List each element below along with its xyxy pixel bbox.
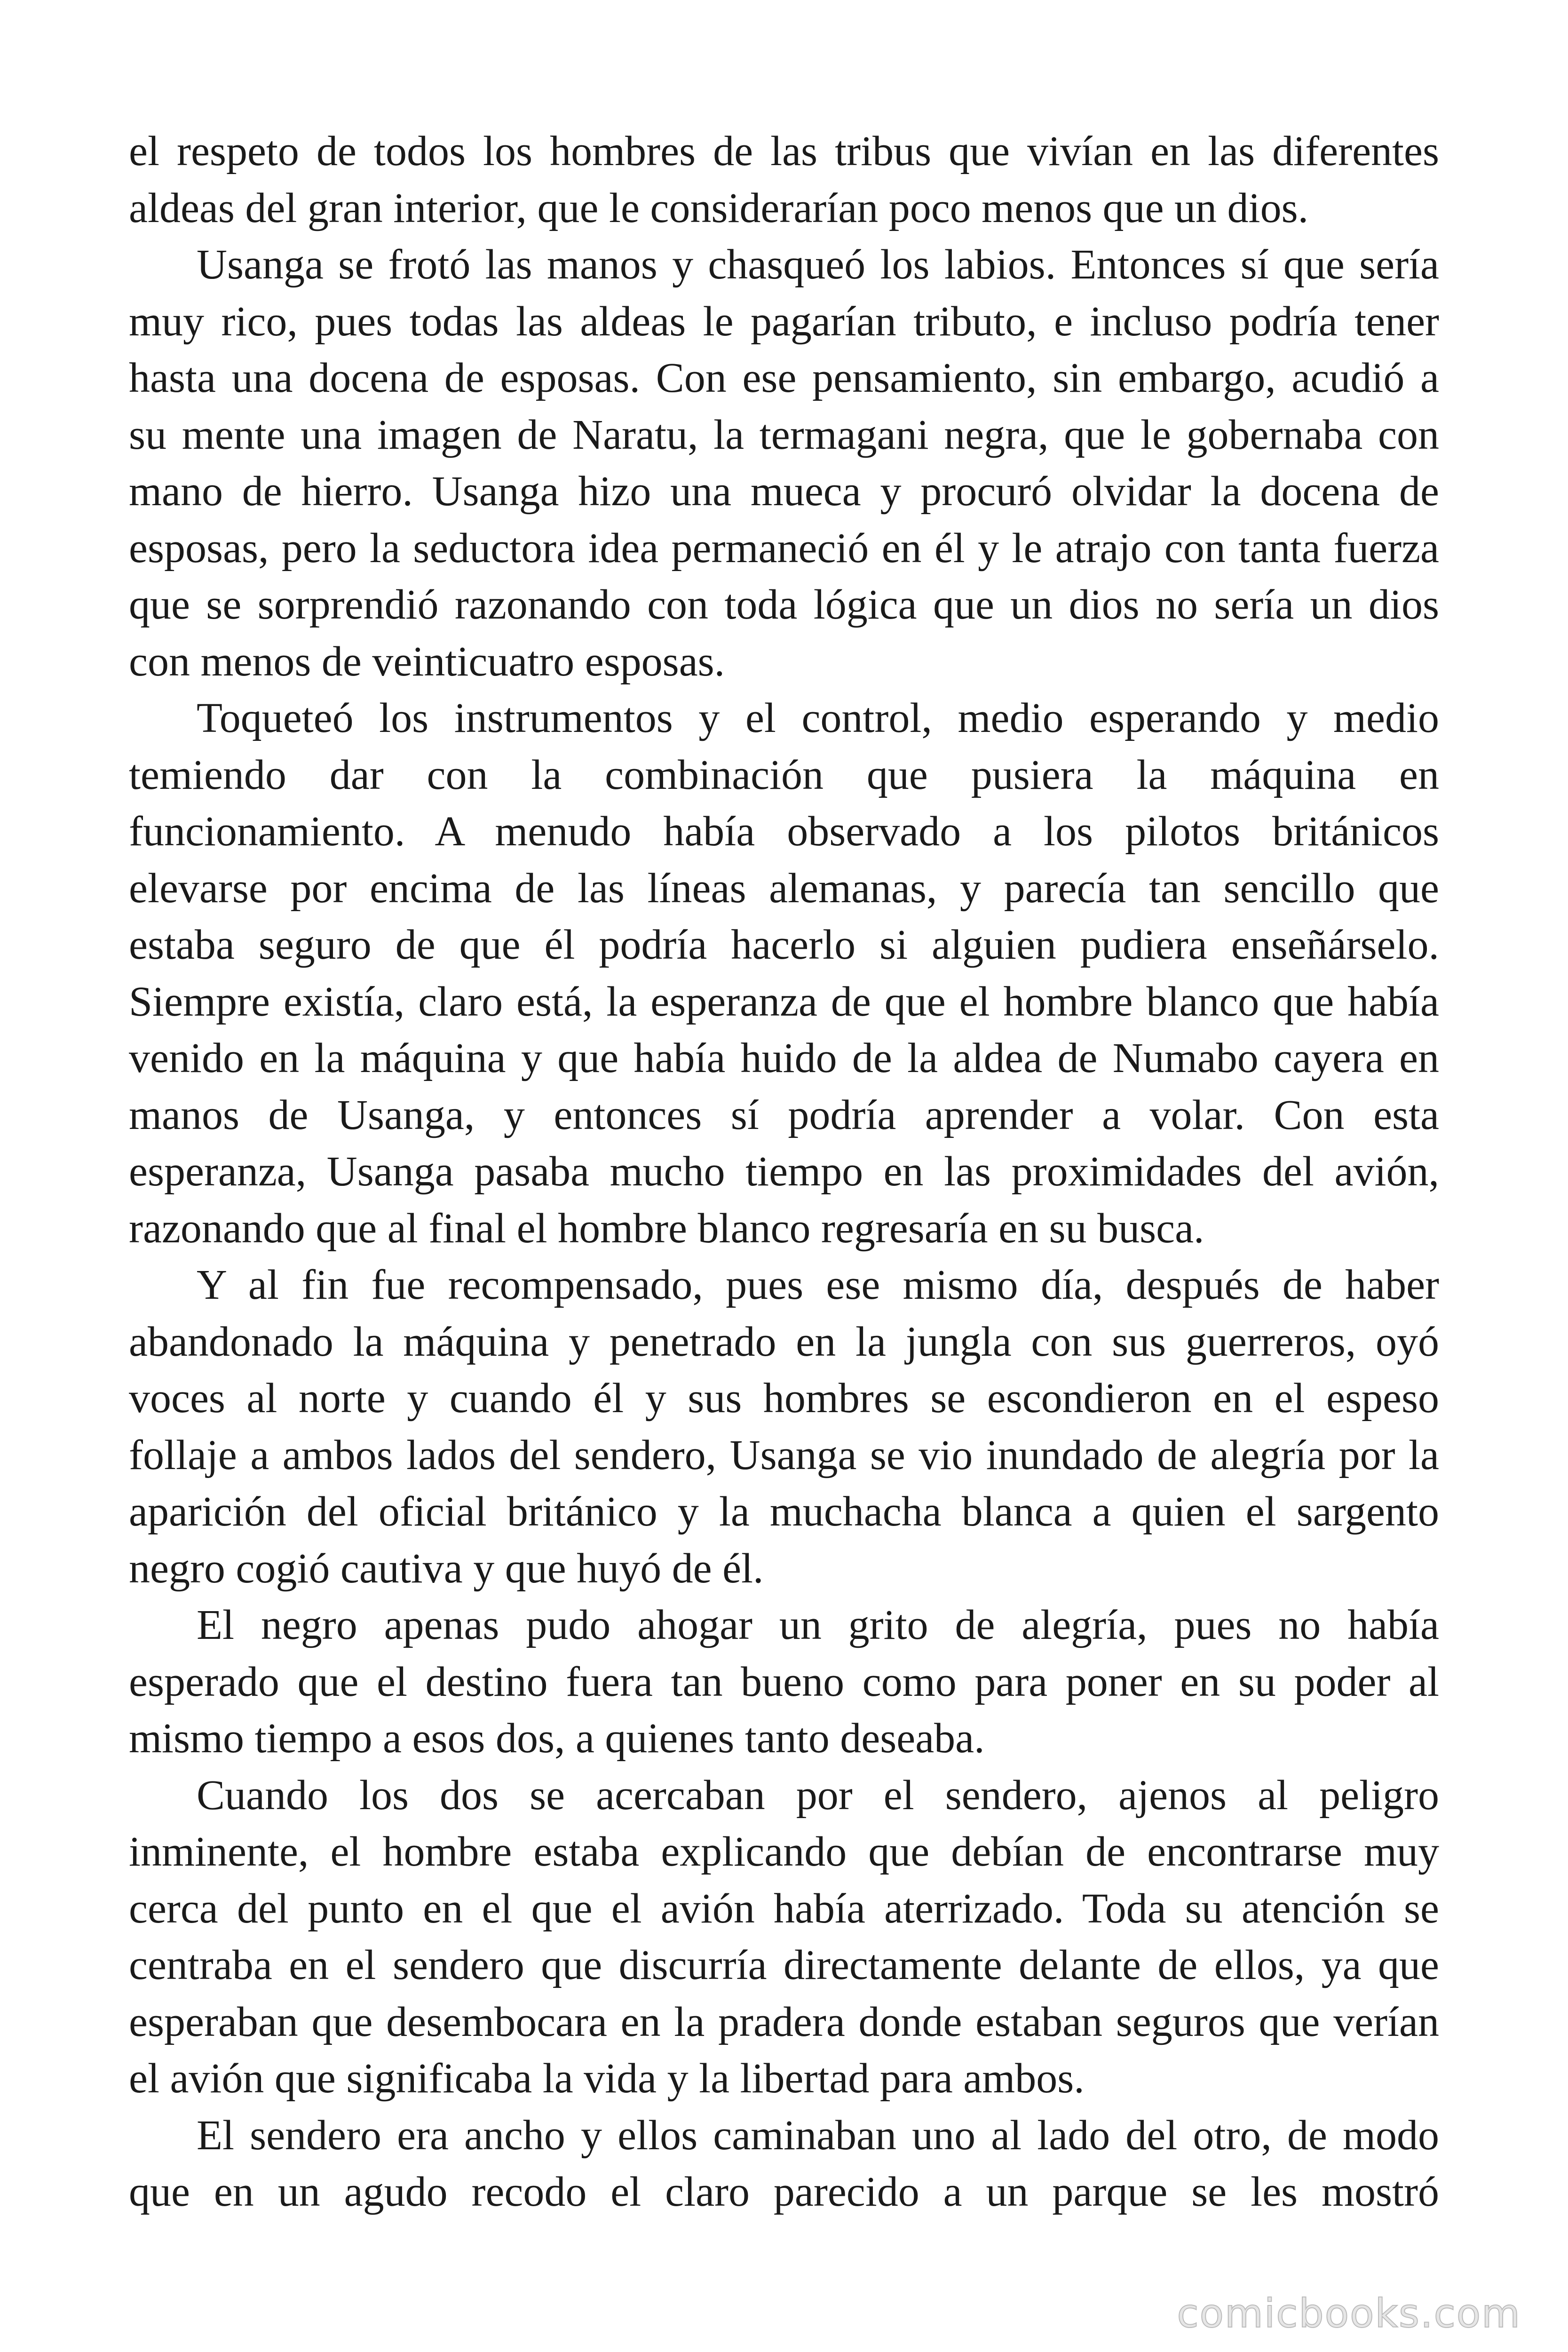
text-line: hasta una docena de esposas. Con ese pensamiento, sin embargo, acudió a [129,355,1439,401]
text-line: inminente, el hombre estaba explicando que debían de encontrarse muy [129,1828,1439,1875]
text-line: aldeas del gran interior, que le considerarían poco menos que un dios. [129,184,1309,231]
text-line: temiendo dar con la combinación que pusiera la máquina en [129,751,1439,798]
text-line: follaje a ambos lados del sendero, Usanga se vio inundado de alegría por la [129,1431,1439,1478]
text-line: abandonado la máquina y penetrado en la jungla con sus guerreros, oyó [129,1318,1439,1365]
text-line: que en un agudo recodo el claro parecido a un parque se les mostró [129,2169,1439,2215]
text-line: esperaban que desembocara en la pradera donde estaban seguros que verían [129,1998,1439,2045]
text-line: su mente una imagen de Naratu, la termagani negra, que le gobernaba con [129,411,1439,458]
text-line: venido en la máquina y que había huido de la aldea de Numabo cayera en [129,1035,1439,1081]
text-line: voces al norte y cuando él y sus hombres se escondieron en el espeso [129,1375,1439,1422]
text-line: el respeto de todos los hombres de las tribus que vivían en las diferentes [129,128,1439,175]
text-line: funcionamiento. A menudo había observado a los pilotos británicos [129,808,1439,855]
text-line: manos de Usanga, y entonces sí podría aprender a volar. Con esta [129,1091,1439,1138]
text-line: elevarse por encima de las líneas alemanas, y parecía tan sencillo que [129,865,1439,912]
text-line: esposas, pero la seductora idea permaneció en él y le atrajo con tanta fuerza [129,524,1439,572]
text-line: estaba seguro de que él podría hacerlo si alguien pudiera enseñárselo. [129,922,1439,968]
text-line: el avión que significaba la vida y la libertad para ambos. [129,2055,1085,2102]
text-line: negro cogió cautiva y que huyó de él. [129,1545,764,1592]
text-line: esperanza, Usanga pasaba mucho tiempo en las proximidades del avión, [129,1148,1439,1195]
text-line: con menos de veinticuatro esposas. [129,638,725,685]
text-line: El sendero era ancho y ellos caminaban uno al lado del otro, de modo [197,2112,1439,2159]
text-line: Cuando los dos se acercaban por el sendero, ajenos al peligro [197,1772,1439,1819]
text-line: Y al fin fue recompensado, pues ese mismo día, después de haber [197,1262,1439,1308]
text-line: razonando que al final el hombre blanco regresaría en su busca. [129,1205,1204,1252]
watermark-logo: comicbooks.com [1177,2290,1521,2336]
text-line: centraba en el sendero que discurría directamente delante de ellos, ya que [129,1942,1439,1988]
text-line: mano de hierro. Usanga hizo una mueca y procuró olvidar la docena de [129,468,1439,515]
text-line: muy rico, pues todas las aldeas le pagarían tributo, e incluso podría tener [129,298,1439,345]
text-line: Siempre existía, claro está, la esperanza de que el hombre blanco que había [129,978,1439,1025]
text-line: El negro apenas pudo ahogar un grito de alegría, pues no había [197,1602,1439,1648]
body-text [129,123,1439,2221]
text-line: esperado que el destino fuera tan bueno como para poner en su poder al [129,1658,1439,1705]
text-line: cerca del punto en el que el avión había aterrizado. Toda su atención se [129,1885,1439,1932]
text-line: Usanga se frotó las manos y chasqueó los labios. Entonces sí que sería [197,241,1439,288]
text-line: Toqueteó los instrumentos y el control, medio esperando y medio [197,695,1439,741]
text-line: mismo tiempo a esos dos, a quienes tanto deseaba. [129,1715,985,1762]
text-line: que se sorprendió razonando con toda lógica que un dios no sería un dios [129,581,1439,628]
text-line: aparición del oficial británico y la muchacha blanca a quien el sargento [129,1488,1439,1535]
